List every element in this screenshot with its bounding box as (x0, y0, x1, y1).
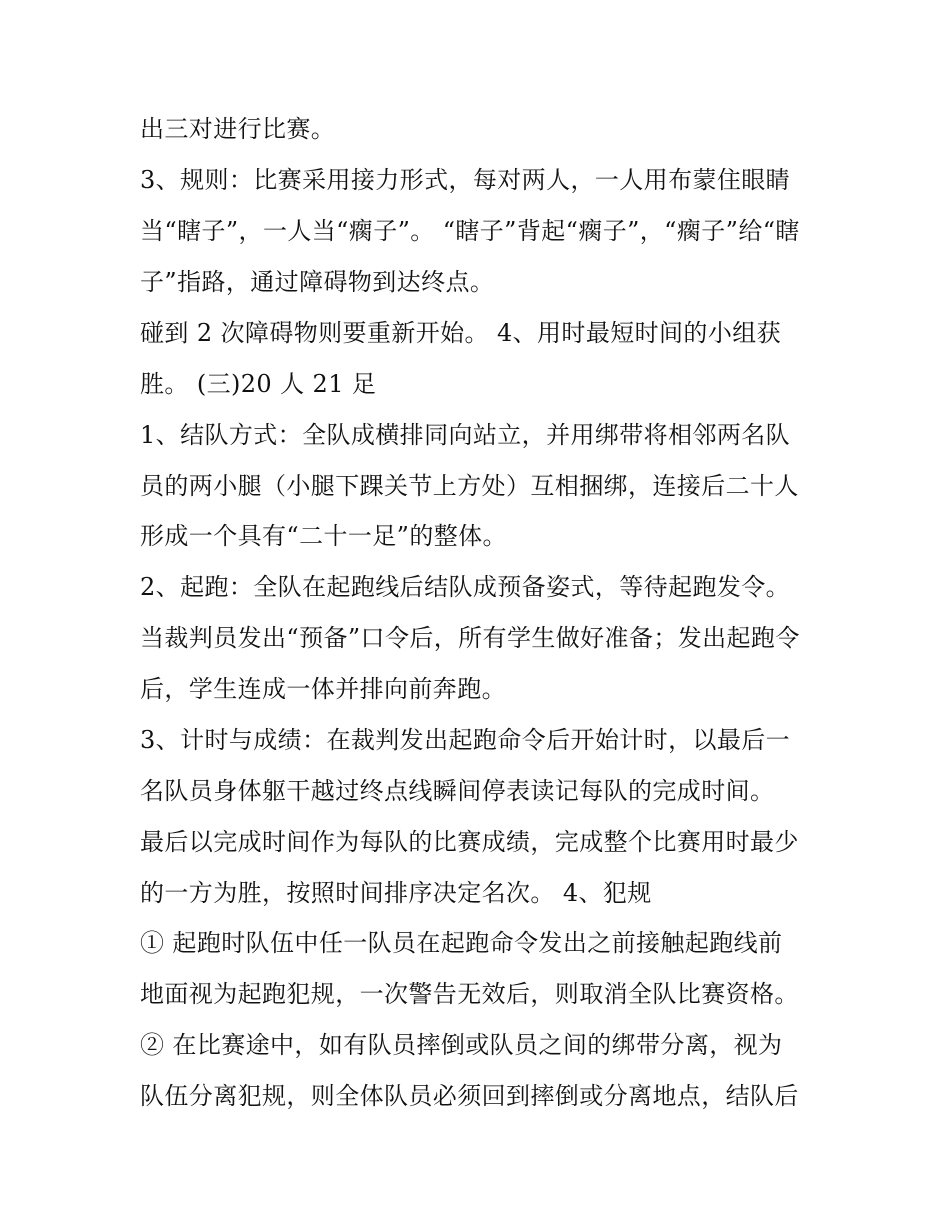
text-line-16: 的一方为胜，按照时间排序决定名次。 4、犯规 (140, 879, 652, 907)
text-line-1: 出三对进行比赛。 (140, 115, 336, 143)
text-line-17: ① 起跑时队伍中任一队员在起跑命令发出之前接触起跑线前 (140, 929, 783, 957)
text-line-12: 后，学生连成一体并排向前奔跑。 (140, 675, 506, 703)
text-line-10: 2、起跑：全队在起跑线后结队成预备姿式，等待起跑发令。 (140, 573, 791, 601)
text-line-2: 3、规则：比赛采用接力形式，每对两人，一人用布蒙住眼睛 (140, 166, 791, 194)
text-line-13: 3、计时与成绩：在裁判发出起跑命令后开始计时，以最后一 (140, 726, 791, 754)
text-line-7: 1、结队方式：全队成横排同向站立，并用绑带将相邻两名队 (140, 421, 791, 449)
text-line-5: 碰到 2 次障碍物则要重新开始。 4、用时最短时间的小组获 (140, 319, 782, 347)
text-line-3: 当“瞎子”，一人当“瘸子”。 “瞎子”背起“瘸子”，“瘸子”给“瞎 (140, 217, 800, 245)
text-line-11: 当裁判员发出“预备”口令后，所有学生做好准备；发出起跑令 (140, 624, 800, 652)
text-line-18: 地面视为起跑犯规，一次警告无效后，则取消全队比赛资格。 (140, 980, 799, 1008)
text-line-19: ② 在比赛途中，如有队员摔倒或队员之间的绑带分离，视为 (140, 1031, 783, 1059)
text-line-20: 队伍分离犯规，则全体队员必须回到摔倒或分离地点，结队后 (140, 1082, 799, 1110)
text-line-9: 形成一个具有“二十一足”的整体。 (140, 522, 507, 550)
text-line-8: 员的两小腿（小腿下踝关节上方处）互相捆绑，连接后二十人 (140, 472, 799, 500)
text-line-4: 子”指路，通过障碍物到达终点。 (140, 268, 495, 296)
text-line-6: 胜。 (三)20 人 21 足 (140, 370, 377, 398)
text-line-14: 名队员身体躯干越过终点线瞬间停表读记每队的完成时间。 (140, 777, 775, 805)
text-line-15: 最后以完成时间作为每队的比赛成绩，完成整个比赛用时最少 (140, 828, 799, 856)
